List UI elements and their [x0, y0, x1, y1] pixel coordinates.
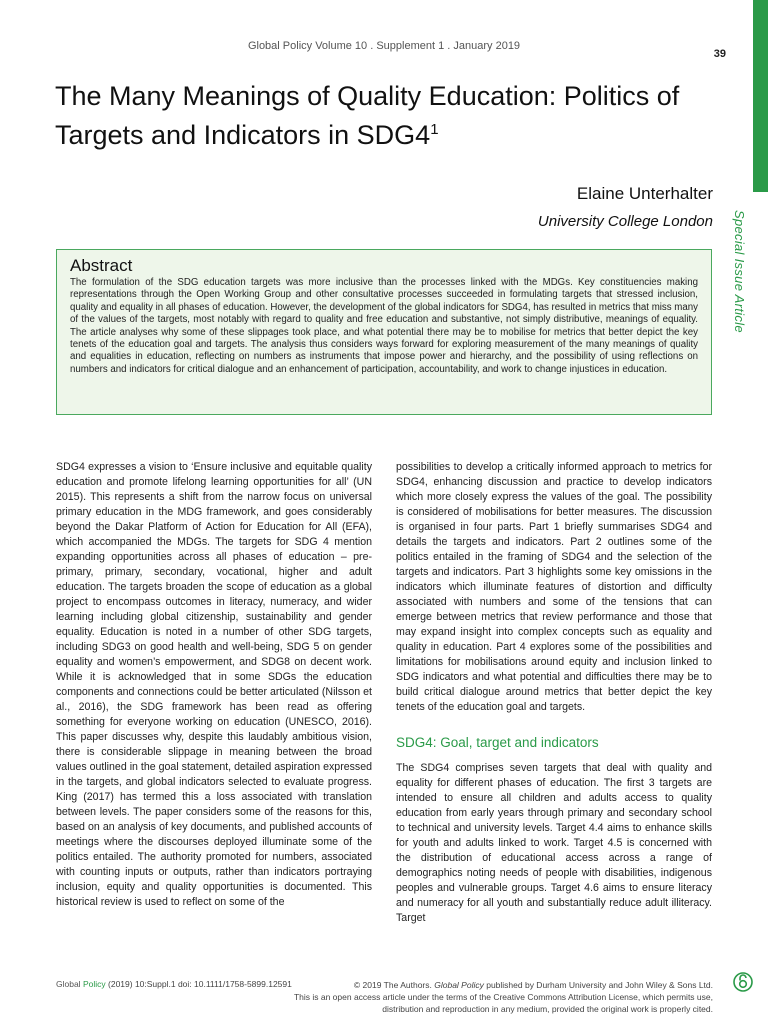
author-name: Elaine Unterhalter	[576, 184, 713, 203]
open-access-icon	[733, 972, 753, 992]
copyright-journal: Global Policy	[434, 980, 484, 990]
section-heading: SDG4: Goal, target and indicators	[396, 735, 599, 750]
article-title-text: The Many Meanings of Quality Education: Politics of Targets and Indicators in SDG4	[55, 81, 680, 150]
title-footnote-marker[interactable]: 1	[430, 121, 439, 138]
article-type-label: Special Issue Article	[732, 210, 747, 333]
article-title	[55, 80, 695, 152]
footer-citation	[56, 979, 292, 989]
footer-license	[273, 979, 713, 1015]
journal-brand-global: Global	[56, 979, 81, 989]
body-column-left	[56, 460, 372, 910]
copyright-prefix: © 2019 The Authors.	[353, 980, 432, 990]
page-number: 39	[713, 48, 726, 60]
copyright-suffix: published by Durham University and John Wiley & Sons Ltd.	[486, 980, 713, 990]
running-header: Global Policy Volume 10 . Supplement 1 . January 2019	[247, 40, 521, 52]
abstract-heading: Abstract	[70, 256, 133, 275]
copyright-line	[273, 979, 713, 991]
author-affiliation: University College London	[537, 213, 713, 230]
abstract-text: The formulation of the SDG education targets was more inclusive than the processes linked with the MDGs. Key constituencies making representations through the Open Working Group and other consultative processes succeeded in formulating targets that stressed inclusion, quality and equality in all phases of education. However, the development of the global indicators for SDG4, has resulted in metrics that miss many of the values of the targets, most notably with regard to quality and free education and substantive, not simply distributive, meanings of equality. The article analyses why some of these slippages took place, and what potential there may be to mobilise for metrics that better depict the key tenets of the education goal and targets. The analysis thus considers ways forward for exploring measurement of the many meanings of quality and equalities in education, reflecting on numbers as instruments that impose power and hierarchy, and the possibility of using reflections on numbers and indicators for critical dialogue and an enhancement of participation, accountability, and work to change injustices in education.	[70, 277, 698, 375]
body-paragraph: The SDG4 comprises seven targets that deal with quality and equality for different phases of education. The first 3 targets are intended to ensure all children and adults access to quality education from early years through primary and secondary school to technical and university levels. Target 4.4 aims to enhance skills for youth and adults linked to work. Target 4.5 is concerned with the distribution of educational access across a range of demographics noting needs of people with disabilities, indigenous peoples and vulnerable groups. Target 4.6 aims to ensure literacy and numeracy for all youth and substantially reduce adult illiteracy. Target	[396, 762, 712, 924]
body-column-right	[396, 460, 712, 926]
license-line-2: distribution and reproduction in any medium, provided the original work is properly cited.	[382, 1004, 713, 1014]
citation-text: (2019) 10:Suppl.1 doi: 10.1111/1758-5899.12591	[108, 979, 292, 989]
body-paragraph: possibilities to develop a critically informed approach to metrics for SDG4, enhancing discussion and practice to develop indicators which more closely express the values of the goal. The possibility is considered of mobilisations for better measures. The discussion is organised in four parts. Part 1 briefly summarises SDG4 and details the targets and indicators. Part 2 outlines some of the politics entailed in the framing of SDG4 and the selection of the targets and indicators. Part 3 highlights some key omissions in the indicators which illuminate features of distortion and difficulty associated with numbers and some of the tensions that can emerge between metrics that review performance and those that may expand insight into complex concepts such as equality and quality in education. Part 4 explores some of the possibilities and limitations for mobilisations around equity and inclusion linked to SDG indicators and what potential and difficulties there may be to build critical dialogue around metrics that better depict the key tenets of the education goal and targets.	[396, 461, 712, 713]
journal-brand-policy: Policy	[82, 979, 106, 989]
license-line-1: This is an open access article under the terms of the Creative Commons Attribution License, which permits use,	[293, 992, 713, 1002]
body-paragraph: SDG4 expresses a vision to ‘Ensure inclusive and equitable quality education and promote lifelong learning opportunities for all’ (UN 2015). This represents a shift from the narrow focus on universal primary education in the MDG framework, and goes considerably beyond the Dakar Platform of Action for Education for All (EFA), which accompanied the MDGs. The targets for SDG 4 mention expanding opportunities across all phases of education – pre-primary, primary, secondary, vocational, higher and adult education. The targets broaden the scope of education as a global project to encompass outcomes in literacy, numeracy, and wider learning including global citizenship, sustainability and gender equality. Education is noted in a number of other SDG targets, including SDG3 on good health and well-being, SDG 5 on gender equality and women’s empowerment, and SDG8 on decent work. While it is acknowledged that in some SDGs the education components and connections could be better articulated (Nilsson et al., 2016), the SDG framework has been read as offering something for everyone working on education (UNESCO, 2016). This paper discusses why, despite this laudably ambitious vision, there is considerable slippage in meaning between the broad values outlined in the goal statement, detailed aspiration expressed in the targets, and global indicators selected to evaluate progress. King (2017) has termed this a loss associated with translation between levels. The paper considers some of the reasons for this, based on an analysis of key documents, and published accounts of meetings where the discourses deployed illuminate some of the politics entailed. The authority promoted for numbers, associated with counting inputs or outputs, rather than indicators portraying inclusion, equity and quality opportunities is documented. This historical review is used to reflect on some of the	[56, 461, 372, 908]
abstract-box	[56, 249, 712, 415]
section-color-tab	[753, 0, 768, 192]
